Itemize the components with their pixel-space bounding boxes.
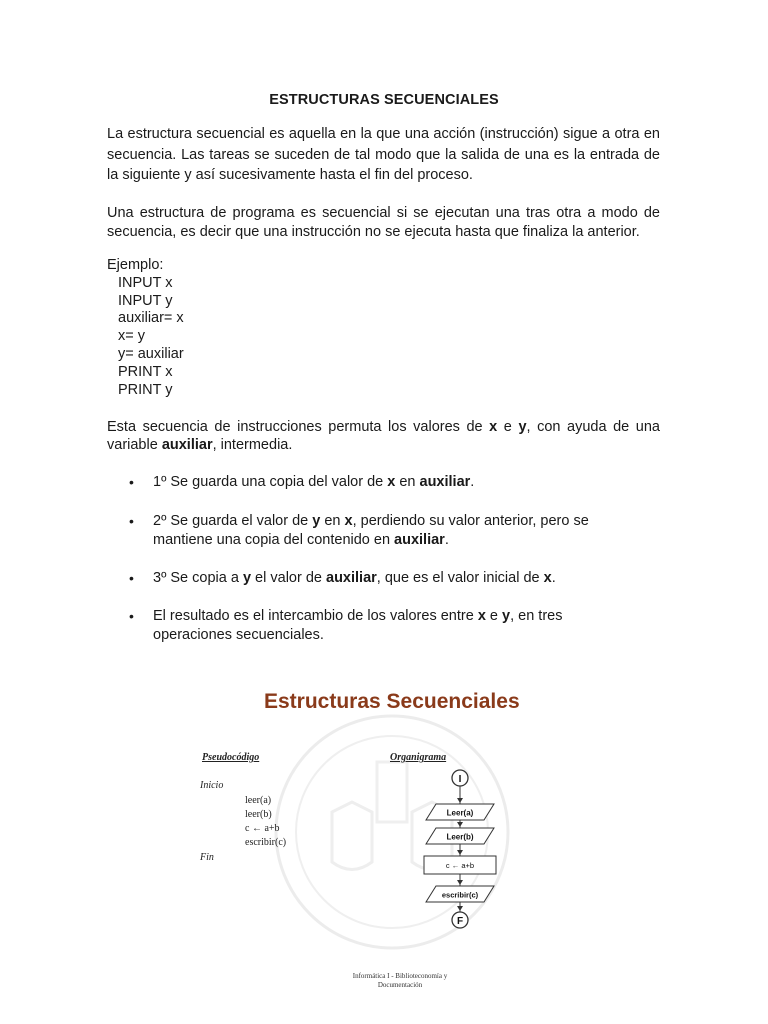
slide-image: [180, 672, 600, 1002]
bullet-icon: •: [129, 474, 134, 490]
pseudocode-line: c ← a+b: [245, 823, 280, 834]
flowchart-heading: Organigrama: [390, 752, 447, 763]
list-item: • 2º Se guarda el valor de y en x, perdiendo su valor anterior, pero se mantiene una copia del contenido en auxiliar.: [129, 513, 589, 548]
document-title: ESTRUCTURAS SECUENCIALES: [269, 92, 499, 108]
example-line: x= y: [118, 328, 145, 345]
steps-list: [107, 473, 627, 645]
fin-label: Fin: [200, 852, 214, 863]
paragraph-explanation: Esta secuencia de instrucciones permuta los valores de x e y, con ayuda de una variable auxiliar, intermedia.: [107, 419, 660, 453]
example-block: [107, 257, 184, 399]
example-line: auxiliar= x: [118, 310, 184, 327]
slide-footer: Informática I - Biblioteconomía y Documentación: [352, 972, 448, 989]
example-line: PRINT y: [118, 381, 173, 398]
flow-process-label: c ← a+b: [445, 861, 475, 870]
flow-end-label: F: [456, 916, 464, 927]
paragraph-intro: La estructura secuencial es aquella en la que una acción (instrucción) sigue a otra en secuencia. Las tareas se suceden de tal modo que la salida de una es la entrada de la siguiente y así sucesivamente hasta el fin del proceso.: [107, 126, 660, 183]
list-item: • El resultado es el intercambio de los valores entre x e y, en tres operaciones secuenciales.: [129, 608, 563, 643]
var-auxiliar: auxiliar: [161, 437, 213, 453]
bullet-icon: •: [129, 570, 134, 586]
example-line: PRINT x: [118, 363, 173, 380]
flow-read-b-label: Leer(b): [446, 832, 474, 842]
list-item: • 3º Se copia a y el valor de auxiliar, que es el valor inicial de x.: [129, 570, 556, 586]
bullet-icon: •: [129, 513, 134, 529]
paragraph-definition: Una estructura de programa es secuencial si se ejecutan una tras otra a modo de secuencia, es decir que una instrucción no se ejecuta hasta que finaliza la anterior.: [107, 205, 660, 240]
var-y: y: [518, 419, 527, 435]
pseudocode-line: escribir(c): [245, 837, 287, 848]
example-line: INPUT y: [118, 292, 173, 309]
bullet-icon: •: [129, 608, 134, 624]
inicio-label: Inicio: [200, 780, 224, 791]
flow-start-label: I: [458, 774, 462, 785]
flow-write-label: escribir(c): [441, 890, 479, 900]
list-item: • 1º Se guarda una copia del valor de x en auxiliar.: [129, 474, 475, 490]
pseudocode-heading: Pseudocódigo: [202, 752, 260, 763]
example-label: Ejemplo:: [107, 257, 164, 273]
example-line: y= auxiliar: [118, 345, 184, 362]
pseudocode-line: leer(a): [245, 795, 272, 806]
example-line: INPUT x: [118, 274, 173, 291]
slide-title: Estructuras Secuenciales: [264, 690, 520, 713]
flow-read-a-label: Leer(a): [446, 808, 474, 818]
pseudocode-block: [245, 794, 286, 850]
var-x: x: [489, 419, 498, 435]
pseudocode-line: leer(b): [245, 809, 272, 820]
flowchart-diagram: [414, 768, 514, 943]
